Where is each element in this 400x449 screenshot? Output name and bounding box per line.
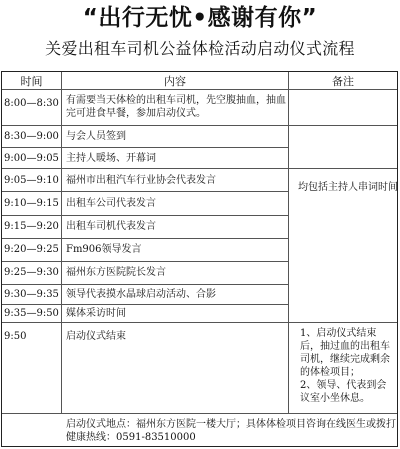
header-content: 内容 [164,75,186,88]
content-cell: 主持人暖场、开幕词 [66,153,156,164]
header-notes: 备注 [332,75,354,88]
content-cell: 出租车司机代表发言 [66,221,156,232]
row-line [2,284,288,285]
note-end-line: 2、领导、代表到会 [300,380,387,391]
time-cell: 9:35—9:50 [4,308,59,319]
col-divider-notes [288,72,289,413]
page-title: “出行无忧•感谢有你” [82,5,318,31]
time-cell: 9:00—9:05 [4,153,59,164]
content-cell: 与会人员签到 [66,131,126,142]
note-end-line: 司机，继续完成剩余 [300,354,390,365]
time-cell: 9:30—9:35 [4,289,59,300]
note-end-line: 议室小坐休息。 [300,393,370,404]
note-end-line: 1、启动仪式结束 [300,328,377,339]
row-line [2,168,397,169]
time-cell: 9:20—9:25 [4,244,59,255]
row-line [2,322,397,323]
time-cell: 9:05—9:10 [4,175,59,186]
row-line [2,238,288,239]
time-cell: 8:30—9:00 [4,131,59,142]
time-cell: 8:00—8:30 [4,98,59,109]
content-cell: 有需要当天体检的出租车司机，先空腹抽血，抽血 [66,95,286,106]
page-subtitle: 关爱出租车司机公益体检活动启动仪式流程 [45,39,355,58]
row-line [2,125,397,126]
time-cell: 9:10—9:15 [4,198,59,209]
content-cell: 完可进食早餐，参加启动仪式。 [66,108,206,119]
time-cell: 9:15—9:20 [4,221,59,232]
footer-location: 启动仪式地点：福州东方医院一楼大厅；具体体检项目咨询在线医生或拨打 [66,419,396,430]
col-divider-time [61,72,62,413]
content-cell: 启动仪式结束 [66,331,126,342]
row-line [2,215,288,216]
time-cell: 9:25—9:30 [4,267,59,278]
content-cell: 福州东方医院院长发言 [66,267,166,278]
content-cell: 福州市出租汽车行业协会代表发言 [66,175,216,186]
content-cell: 媒体采访时间 [66,308,126,319]
row-line [2,191,288,192]
note-end-line: 的体检项目； [300,367,360,378]
content-cell: 领导代表摸水晶球启动活动、合影 [66,289,216,300]
row-line [2,304,288,305]
footer-hotline: 健康热线：0591-83510000 [66,432,196,443]
header-time: 时间 [20,75,43,88]
note-end-line: 后，抽过血的出租车 [300,341,390,352]
time-cell: 9:50 [4,331,27,342]
content-cell: Fm906领导发言 [66,244,142,255]
note-host-speech: 均包括主持人串词时间 [298,182,398,193]
row-line [2,261,288,262]
row-line [2,89,397,90]
row-line [2,147,288,148]
content-cell: 出租车公司代表发言 [66,198,156,209]
row-line [2,413,397,414]
schedule-table [1,71,398,447]
